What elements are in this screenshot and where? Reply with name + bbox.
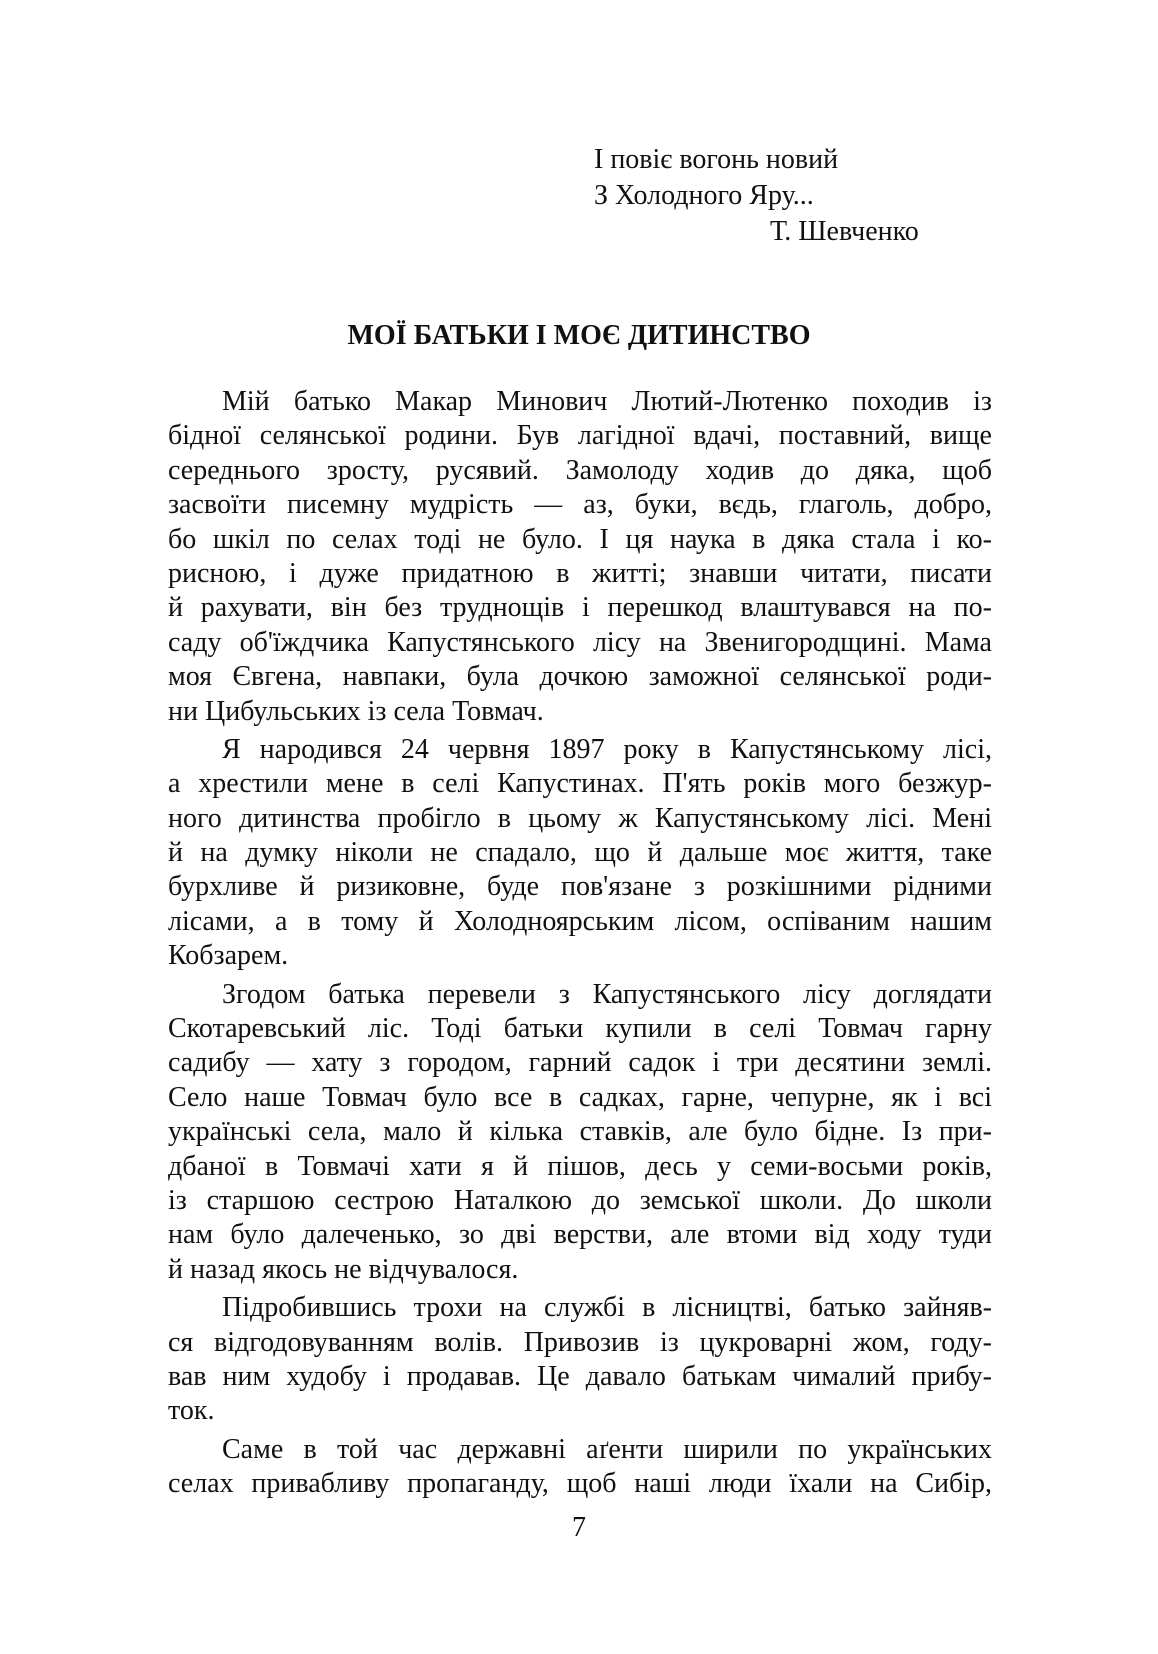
text-line: із старшою сестрою Наталкою до земської школи. До школи [168, 1184, 992, 1216]
text-line: й назад якось не відчувалося. [168, 1253, 519, 1285]
text-line: вав ним худобу і продавав. Це давало батькам чималий прибу- [168, 1360, 992, 1392]
text-line: дбаної в Товмачі хати я й пішов, десь у семи-восьми років, [168, 1150, 992, 1182]
epigraph [594, 142, 919, 250]
paragraph [168, 1291, 992, 1429]
text-line: Підробившись трохи на службі в лісництві, батько зайняв- [222, 1292, 992, 1324]
text-line: Саме в той час державні аґенти ширили по українських [222, 1433, 992, 1465]
text-line: середнього зросту, русявий. Замолоду ходив до дяка, щоб [168, 454, 992, 486]
page-number: 7 [572, 1512, 586, 1543]
text-line: ток. [168, 1395, 215, 1427]
text-line: ного дитинства пробігло в цьому ж Капустянському лісі. Мені [168, 802, 992, 834]
text-line: а хрестили мене в селі Капустинах. П'ять років мого безжур- [168, 768, 992, 800]
text-line: Я народився 24 червня 1897 року в Капустянському лісі, [222, 733, 992, 765]
text-line: Згодом батька перевели з Капустянського лісу доглядати [222, 978, 992, 1010]
paragraph [168, 1433, 992, 1502]
chapter-title: МОЇ БАТЬКИ І МОЄ ДИТИНСТВО [347, 320, 811, 351]
text-line: рисною, і дуже придатною в житті; знавши читати, писати [168, 557, 992, 589]
paragraph [168, 733, 992, 974]
text-line: ся відгодовуванням волів. Привозив із цукроварні жом, году- [168, 1326, 992, 1358]
paragraph [168, 385, 992, 729]
text-line: садибу — хату з городом, гарний садок і три десятини землі. [168, 1047, 992, 1079]
text-line: бідної селянської родини. Був лагідної вдачі, поставний, вище [168, 420, 992, 452]
text-line: нам було далеченько, зо дві верстви, але втоми від ходу туди [168, 1219, 992, 1251]
epigraph-author: Т. Шевченко [770, 216, 919, 247]
text-line: українські села, мало й кілька ставків, але було бідне. Із при- [168, 1116, 992, 1148]
paragraph [168, 978, 992, 1288]
text-line: й на думку ніколи не спадало, що й дальше моє життя, таке [168, 837, 992, 869]
body-text [168, 385, 992, 1506]
epigraph-line: І повіє вогонь новий [594, 144, 839, 175]
text-line: лісами, а в тому й Холодноярським лісом, оспіваним нашим [168, 905, 992, 937]
text-line: бурхливе й ризиковне, буде пов'язане з розкішними рідними [168, 871, 992, 903]
text-line: Скотаревський ліс. Тоді батьки купили в селі Товмач гарну [168, 1013, 992, 1045]
text-line: Мій батько Макар Минович Лютий-Лютенко походив із [222, 386, 992, 417]
text-line: бо шкіл по селах тоді не було. І ця наука в дяка стала і ко- [168, 523, 992, 555]
text-line: ни Цибульських із села Товмач. [168, 695, 544, 727]
text-line: й рахувати, він без труднощів і перешкод влаштувався на по- [168, 592, 992, 624]
epigraph-line: З Холодного Яру... [594, 180, 814, 211]
text-line: моя Євгена, навпаки, була дочкою заможної селянської роди- [168, 661, 992, 693]
text-line: засвоїти писемну мудрість — аз, буки, вєдь, глаголь, добро, [168, 489, 992, 521]
text-line: саду об'їждчика Капустянського лісу на Звенигородщині. Мама [168, 626, 992, 658]
text-line: Кобзарем. [168, 940, 289, 972]
text-line: Село наше Товмач було все в садках, гарне, чепурне, як і всі [168, 1081, 992, 1113]
text-line: селах привабливу пропаганду, щоб наші люди їхали на Сибір, [168, 1468, 992, 1500]
